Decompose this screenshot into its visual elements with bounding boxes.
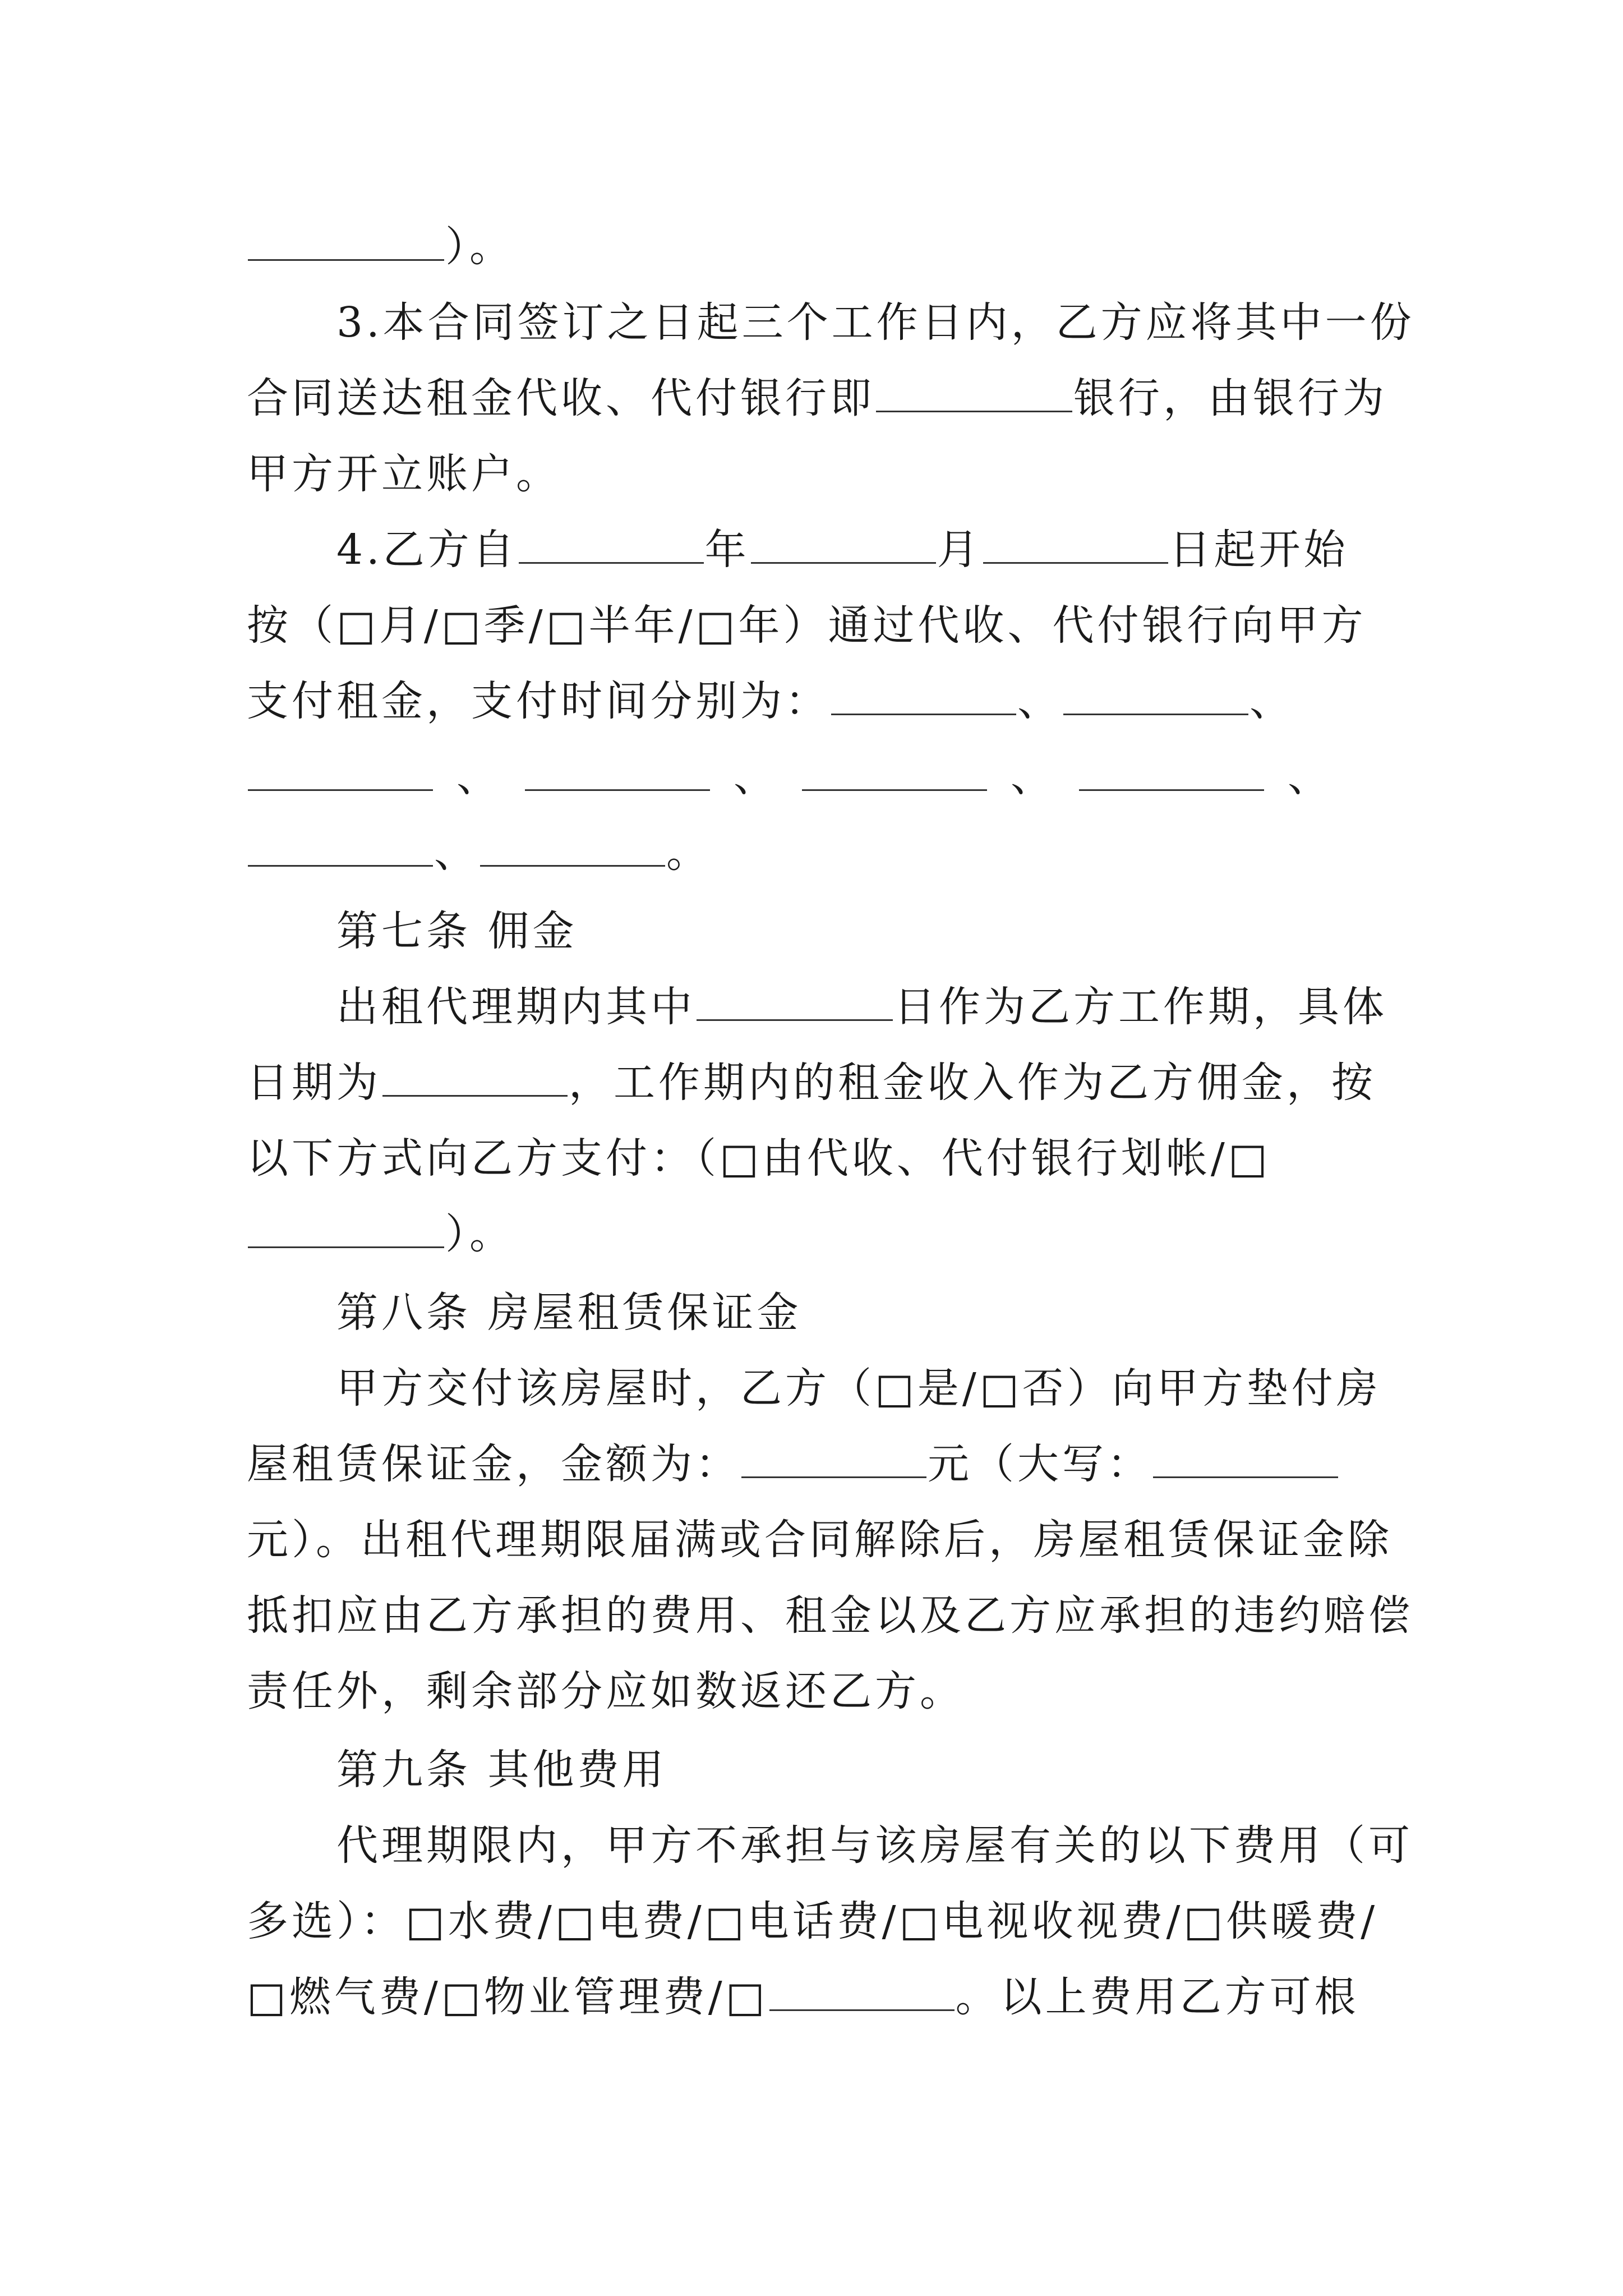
text-line — [247, 738, 1380, 816]
text-segment: ）。 — [445, 223, 514, 271]
fill-blank — [248, 1213, 444, 1248]
text-line — [247, 1882, 1380, 1961]
text-segment: 月 — [937, 526, 982, 574]
text-line — [247, 662, 1380, 740]
text-segment: 4.乙方自 — [336, 526, 518, 574]
text-line — [247, 1576, 1413, 1655]
fill-blank — [802, 756, 987, 791]
text-line — [247, 1652, 1380, 1731]
text-segment: 3.本合同签订之日起三个工作日内，乙方应将其中一份 — [336, 298, 1415, 347]
fill-blank — [876, 377, 1072, 412]
fill-blank — [248, 226, 444, 261]
text-segment: 代理期限内，甲方不承担与该房屋有关的以下费用（可 — [336, 1821, 1413, 1870]
article-8-heading — [336, 1273, 1469, 1352]
text-segment: 、 — [734, 753, 778, 801]
fill-blank — [248, 831, 433, 867]
text-segment: 多选）：□水费/□电费/□电话费/□电视收视费/□供暖费/ — [247, 1897, 1378, 1945]
text-segment: 日起开始 — [1169, 526, 1349, 574]
text-line — [247, 435, 1380, 513]
text-segment: 、 — [1011, 753, 1055, 801]
text-segment: 、 — [1017, 677, 1062, 725]
text-segment: 。 — [666, 829, 711, 877]
text-segment: 出租代理期内其中 — [336, 983, 695, 1031]
text-line — [336, 968, 1469, 1046]
text-line — [247, 1043, 1380, 1122]
text-line — [247, 813, 1380, 892]
text-line — [247, 1425, 1380, 1503]
fill-blank-month — [751, 528, 936, 564]
article-7-heading — [336, 892, 1469, 970]
fill-blank — [697, 986, 893, 1021]
text-line — [336, 1806, 1469, 1885]
text-line — [247, 586, 1380, 665]
clause-3 — [336, 283, 1469, 362]
fill-blank — [1063, 680, 1248, 715]
text-line — [247, 208, 1380, 286]
text-segment: ，工作期内的租金收入作为乙方佣金，按 — [569, 1059, 1376, 1107]
fill-blank — [1079, 756, 1264, 791]
heading-text: 第八条 房屋租赁保证金 — [336, 1289, 802, 1337]
text-segment: 按（□月/□季/□半年/□年）通过代收、代付银行向甲方 — [247, 601, 1367, 650]
text-line — [336, 1349, 1469, 1428]
text-line — [247, 1958, 1380, 2036]
text-segment: 屋租赁保证金，金额为： — [247, 1440, 740, 1488]
text-segment: 日期为 — [247, 1059, 381, 1107]
text-segment: 、 — [1288, 753, 1332, 801]
text-line — [247, 1195, 1380, 1273]
text-line — [247, 1119, 1380, 1198]
text-segment: 支付租金，支付时间分别为： — [247, 677, 830, 725]
fill-blank — [480, 831, 665, 867]
text-segment: 甲方交付该房屋时，乙方（□是/□否）向甲方垫付房 — [336, 1364, 1381, 1412]
text-segment: 以下方式向乙方支付：（□由代收、代付银行划帐/□ — [247, 1134, 1271, 1182]
fill-blank-amount — [741, 1443, 926, 1478]
text-segment: 合同送达租金代收、代付银行即 — [247, 374, 875, 422]
fill-blank-day — [983, 528, 1168, 564]
text-segment: 责任外，剩余部分应如数返还乙方。 — [247, 1667, 965, 1715]
text-segment: ）。 — [445, 1210, 514, 1258]
text-segment: 银行，由银行为 — [1073, 374, 1387, 422]
heading-text: 第九条 其他费用 — [336, 1746, 667, 1794]
fill-blank — [248, 756, 433, 791]
text-line — [247, 1501, 1393, 1579]
article-9-heading — [336, 1731, 1469, 1809]
text-segment: 元）。出租代理期限届满或合同解除后，房屋租赁保证金除 — [247, 1516, 1393, 1564]
text-segment: 。以上费用乙方可根 — [955, 1973, 1359, 2021]
fill-blank — [382, 1061, 568, 1097]
text-segment: □燃气费/□物业管理费/□ — [247, 1973, 768, 2021]
fill-blank-year — [519, 528, 704, 564]
text-segment: 、 — [1249, 677, 1294, 725]
text-segment: 、 — [434, 829, 479, 877]
text-segment: 抵扣应由乙方承担的费用、租金以及乙方应承担的违约赔偿 — [247, 1591, 1413, 1640]
text-segment: 甲方开立账户。 — [247, 450, 561, 498]
heading-text: 第七条 佣金 — [336, 907, 578, 955]
clause-4 — [336, 510, 1469, 589]
text-segment: 、 — [457, 753, 501, 801]
fill-blank — [831, 680, 1016, 715]
text-segment: 年 — [704, 526, 750, 574]
fill-blank — [769, 1976, 955, 2011]
text-segment: 日作为乙方工作期，具体 — [894, 983, 1387, 1031]
fill-blank-amount-words — [1153, 1443, 1338, 1478]
text-line — [247, 359, 1387, 438]
fill-blank — [525, 756, 710, 791]
text-segment: 元（大写： — [928, 1440, 1152, 1488]
